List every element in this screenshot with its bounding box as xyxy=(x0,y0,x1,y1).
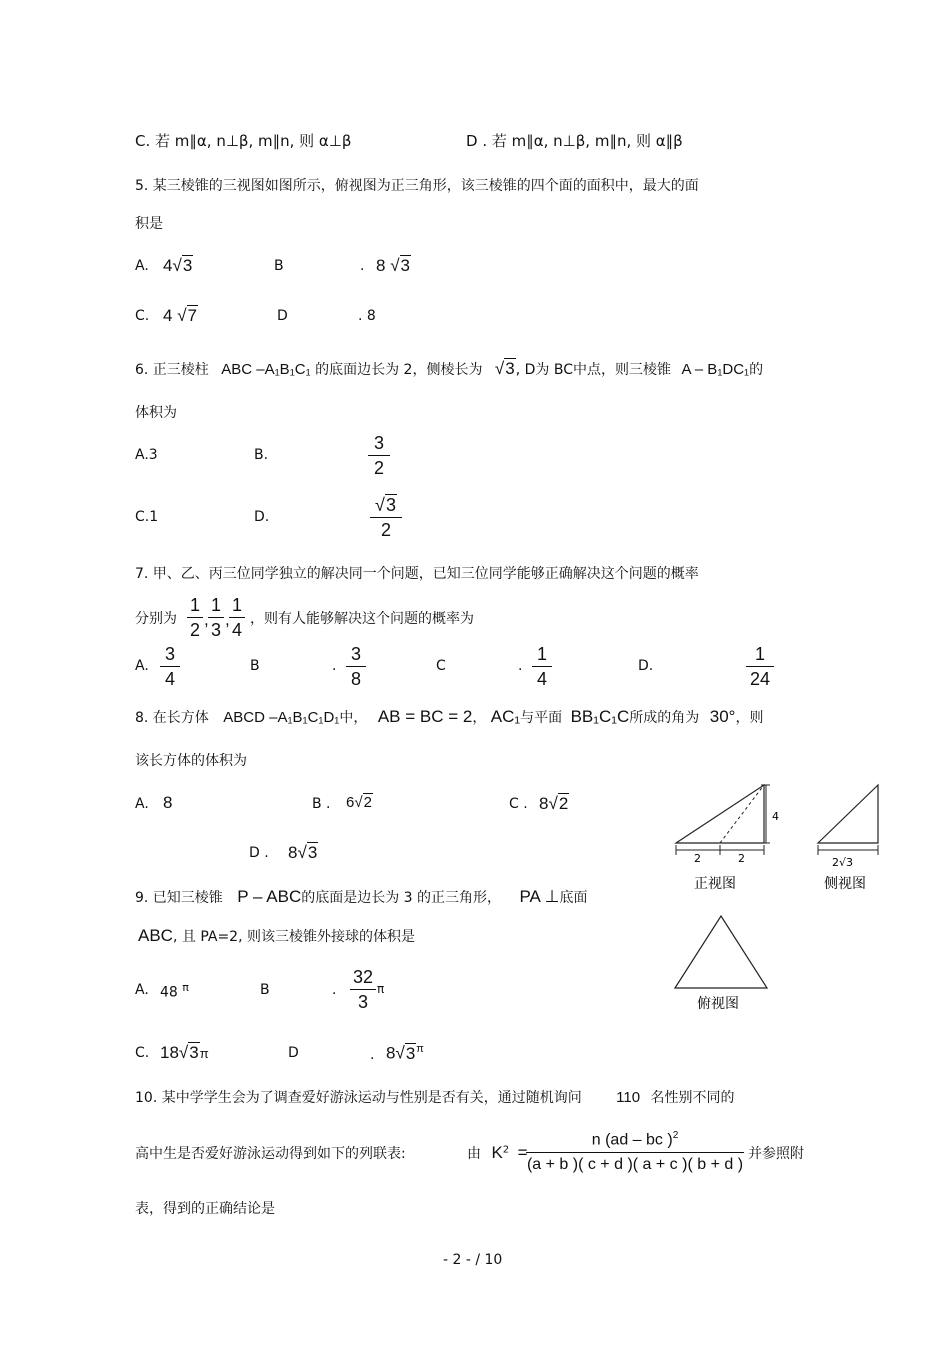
q8-text: 8. 在长方体 ABCD –A₁B₁C₁D₁中， AB = BC = 2， AC₁与平面 BB₁C₁C所成的角为 30°，则 xyxy=(135,707,764,726)
q5-option-b: 8 √3 xyxy=(376,256,410,275)
top-view-label: 俯视图 xyxy=(697,996,739,1012)
q9-option-b-pi: π xyxy=(377,982,385,996)
q5-text: 5. 某三棱锥的三视图如图所示，俯视图为正三角形，该三棱锥的四个面的面积中，最大的面 xyxy=(135,178,699,194)
q9-option-b-fraction: 32 3 xyxy=(350,966,376,1013)
q6-text: 6. 正三棱柱 ABC –A₁B₁C₁ 的底面边长为 2，侧棱长为 √3, D为 BC中点，则三棱锥 A – B₁DC₁的 xyxy=(135,359,764,378)
side-width-label: 2√3 xyxy=(832,856,854,869)
q6-option-b-fraction: 3 2 xyxy=(368,432,390,479)
q6-text-2: 体积为 xyxy=(135,405,177,421)
q7-fraction-2: 1 3 xyxy=(208,594,224,641)
q9-text: 9. 已知三棱锥 P – ABC的底面是边长为 3 的正三角形， PA ⊥底面 xyxy=(135,887,588,906)
q7-comma-2: , xyxy=(225,610,230,629)
front-width-label-1: 2 xyxy=(694,852,701,865)
q9-option-c-label: C. xyxy=(135,1045,150,1061)
q5-option-d: . 8 xyxy=(358,308,376,324)
q10-text-3: 表，得到的正确结论是 xyxy=(135,1201,275,1217)
q10-k2-fraction: n (ad – bc )$^2$ (a + b )( c + d )( a + c )( b + d ) xyxy=(526,1130,744,1174)
q10-formula-prefix: 由 $K^2$ = xyxy=(467,1143,528,1162)
q7-option-b-dot: . xyxy=(332,658,337,674)
q7-option-a-label: A. xyxy=(135,658,149,674)
q7-fraction-1: 1 2 xyxy=(187,594,203,641)
q6-option-d-fraction: √3 2 xyxy=(370,494,402,541)
q9-text-2: ABC, 且 PA=2, 则该三棱锥外接球的体积是 xyxy=(138,926,415,945)
q9-option-d: $8√3^\pi$ xyxy=(386,1043,424,1063)
q7-suffix: ，则有人能够解决这个问题的概率为 xyxy=(250,611,474,627)
q7-option-c-fraction: 1 4 xyxy=(532,643,552,690)
q7-prefix: 分别为 xyxy=(135,611,177,627)
q8-option-a-label: A. xyxy=(135,796,149,812)
q9-option-d-label: D xyxy=(288,1045,299,1061)
q10-text: 10. 某中学学生会为了调查爱好游泳运动与性别是否有关，通过随机询问 110 名性别不同的 xyxy=(135,1089,735,1106)
q7-fraction-3: 1 4 xyxy=(229,594,245,641)
q9-option-c: 18√3π xyxy=(160,1043,209,1062)
prev-option-c: C. 若 m∥α, n⊥β, m∥n, 则 α⊥β xyxy=(135,132,352,150)
front-height-label: 4 xyxy=(772,810,779,823)
q9-option-d-dot: . xyxy=(370,1047,375,1063)
q9-option-a-label: A. xyxy=(135,982,149,998)
q5-option-b-label: B xyxy=(274,258,284,274)
q7-option-c-dot: . xyxy=(518,658,523,674)
q7-option-a-fraction: 3 4 xyxy=(160,643,180,690)
q9-option-b-dot: . xyxy=(332,982,337,998)
q8-option-c-label: C . xyxy=(509,796,528,812)
q8-option-a: 8 xyxy=(163,793,173,812)
q8-text-2: 该长方体的体积为 xyxy=(135,753,247,769)
q8-option-b: 6√2 xyxy=(346,794,372,811)
q5-option-a-label: A. xyxy=(135,258,149,274)
q5-option-c-label: C. xyxy=(135,308,150,324)
q8-option-d-label: D . xyxy=(249,845,269,861)
q7-option-c-label: C xyxy=(436,658,446,674)
q5-option-d-label: D xyxy=(277,308,288,324)
q9-option-b-label: B xyxy=(260,982,270,998)
front-width-label-2: 2 xyxy=(738,852,745,865)
q7-text: 7. 甲、乙、丙三位同学独立的解决同一个问题，已知三位同学能够正确解决这个问题的概率 xyxy=(135,566,699,582)
q8-option-b-label: B . xyxy=(312,796,331,812)
q7-option-b-fraction: 3 8 xyxy=(346,643,366,690)
q6-option-c: C.1 xyxy=(135,509,159,525)
prev-option-d: D . 若 m∥α, n⊥β, m∥n, 则 α∥β xyxy=(466,132,683,150)
q8-option-d: 8√3 xyxy=(288,843,318,862)
q5-option-b-dot: . xyxy=(360,258,365,274)
q7-option-d-label: D. xyxy=(638,658,654,674)
q7-comma-1: , xyxy=(204,610,209,629)
front-view xyxy=(676,785,779,892)
q5-option-c: 4 √7 xyxy=(163,306,197,325)
q7-option-d-fraction: 1 24 xyxy=(746,643,774,690)
q5-text-2: 积是 xyxy=(135,216,163,232)
q5-option-a: 4√3 xyxy=(163,256,193,275)
q10-text-after: 并参照附 xyxy=(748,1146,804,1162)
top-view xyxy=(675,916,767,1012)
q7-option-b-label: B xyxy=(250,658,260,674)
q6-option-a: A.3 xyxy=(135,447,158,463)
three-view-figure xyxy=(666,780,896,1020)
q6-option-b-label: B. xyxy=(254,447,269,463)
q6-option-d-label: D. xyxy=(254,509,270,525)
side-view xyxy=(818,785,878,892)
front-view-label: 正视图 xyxy=(694,876,736,892)
q8-option-c: 8√2 xyxy=(539,794,569,813)
q10-text-2: 高中生是否爱好游泳运动得到如下的列联表: xyxy=(135,1146,406,1162)
q9-option-a: 48 $^\pi$ xyxy=(160,981,189,1001)
side-view-label: 侧视图 xyxy=(824,876,866,892)
page-number: - 2 - / 10 xyxy=(443,1252,503,1268)
